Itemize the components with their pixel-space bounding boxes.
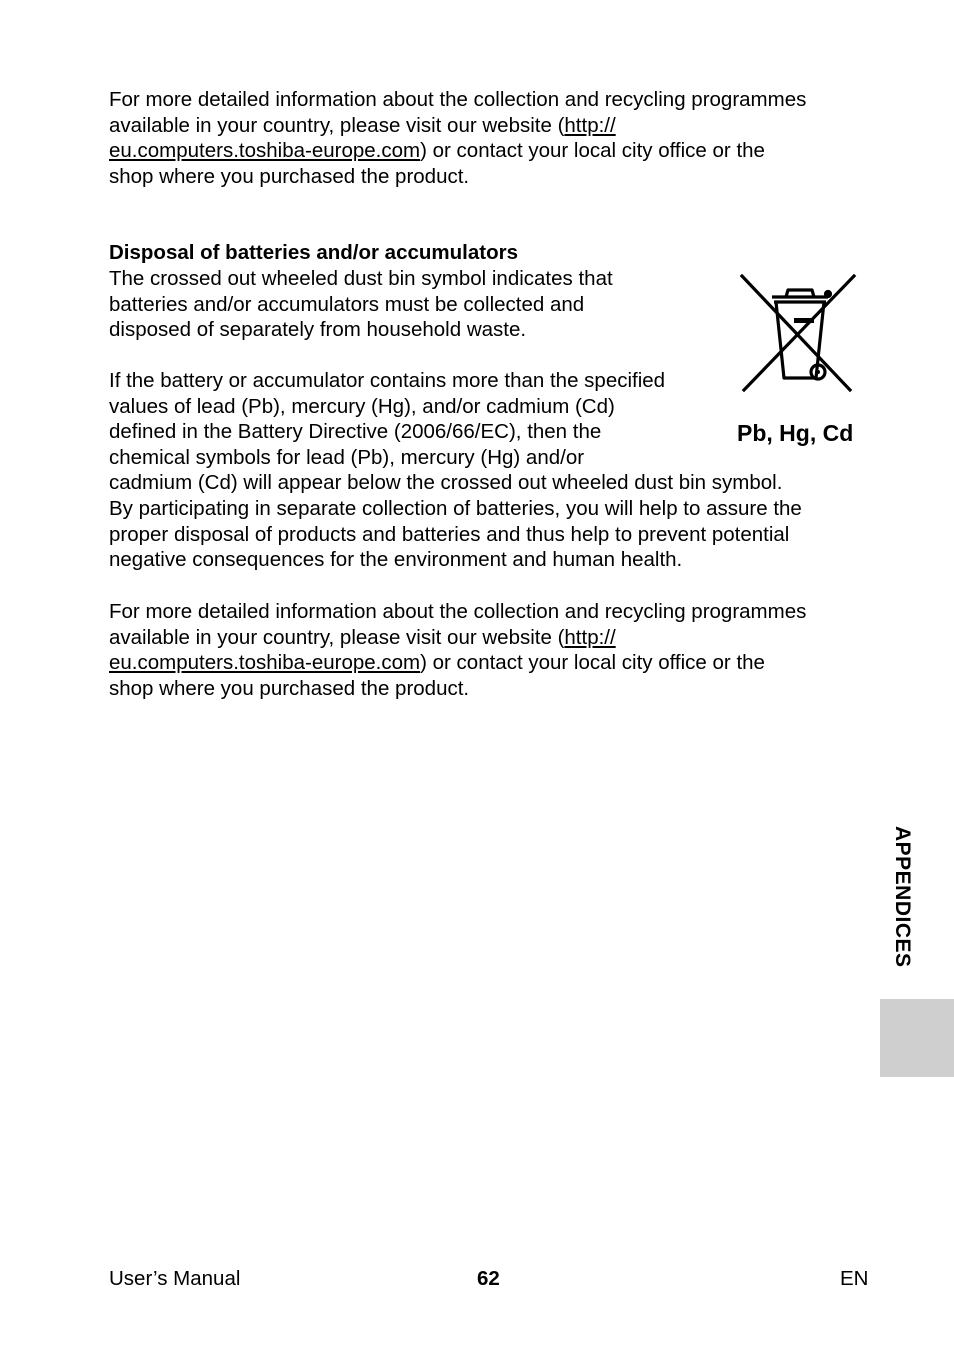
crossed-out-wheeled-bin-icon xyxy=(736,270,860,398)
footer-language: EN xyxy=(840,1267,869,1290)
intro-line-1: For more detailed information about the collection and recycling programmes xyxy=(109,88,807,111)
para2-line: cadmium (Cd) will appear below the crossed out wheeled dust bin symbol. xyxy=(109,471,783,495)
intro-line-2: available in your country, please visit our website (http:// xyxy=(109,113,616,137)
para1-line: batteries and/or accumulators must be collected and xyxy=(109,292,585,316)
intro-line-4: shop where you purchased the product. xyxy=(109,164,470,188)
section-tab-label: APPENDICES xyxy=(891,826,914,968)
closing-line-1: For more detailed information about the collection and recycling programmes xyxy=(109,600,807,623)
para2-line: By participating in separate collection of batteries, you will help to assure the xyxy=(109,496,802,520)
para2-line: proper disposal of products and batteries and thus help to prevent potential xyxy=(109,522,790,546)
para2-line: If the battery or accumulator contains more than the specified xyxy=(109,369,666,392)
chemical-symbols-label: Pb, Hg, Cd xyxy=(737,420,854,446)
section-tab-marker xyxy=(880,999,954,1077)
para2-line: values of lead (Pb), mercury (Hg), and/or cadmium (Cd) xyxy=(109,394,615,418)
intro-line-3: eu.computers.toshiba-europe.com) or contact your local city office or the xyxy=(109,139,765,163)
para2-line: chemical symbols for lead (Pb), mercury (Hg) and/or xyxy=(109,445,585,469)
website-link-part1[interactable]: http:// xyxy=(564,625,616,649)
section-heading: Disposal of batteries and/or accumulators xyxy=(109,241,518,264)
footer-manual-title: User’s Manual xyxy=(109,1267,241,1290)
para2-line: defined in the Battery Directive (2006/66/EC), then the xyxy=(109,420,602,444)
website-link-part2[interactable]: eu.computers.toshiba-europe.com xyxy=(109,651,421,675)
para1-line: disposed of separately from household waste. xyxy=(109,318,527,342)
closing-line-2: available in your country, please visit our website (http:// xyxy=(109,625,616,649)
website-link-part1[interactable]: http:// xyxy=(564,113,616,137)
website-link-part2[interactable]: eu.computers.toshiba-europe.com xyxy=(109,139,421,163)
footer-page-number: 62 xyxy=(477,1267,500,1290)
battery-paragraph-1 xyxy=(109,266,613,343)
battery-paragraph-2 xyxy=(109,368,802,573)
intro-paragraph xyxy=(109,87,806,189)
closing-line-3: eu.computers.toshiba-europe.com) or contact your local city office or the xyxy=(109,651,765,675)
closing-line-4: shop where you purchased the product. xyxy=(109,676,470,700)
closing-paragraph xyxy=(109,599,806,701)
para1-line: The crossed out wheeled dust bin symbol indicates that xyxy=(109,267,613,290)
para2-line: negative consequences for the environment and human health. xyxy=(109,548,683,572)
